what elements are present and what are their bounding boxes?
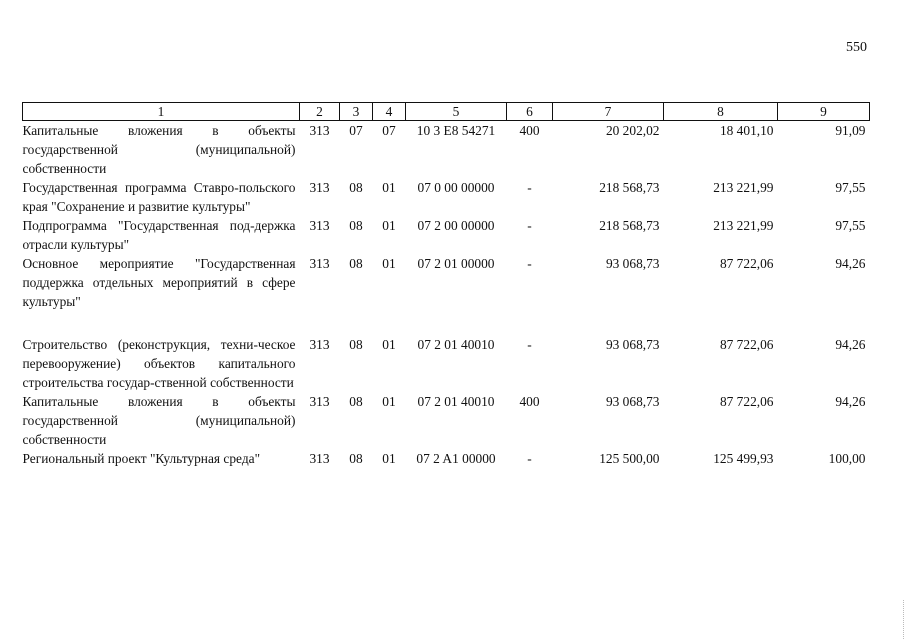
cell-c4: 01 [382, 218, 396, 233]
row-name: Региональный проект "Культурная среда" [22, 451, 261, 466]
cell-c2: 313 [309, 180, 330, 195]
row-name: Основное мероприятие "Государственная поддержка отдельных мероприятий в сфере культуры" [22, 256, 296, 309]
page-number: 550 [846, 40, 867, 55]
cell-c8: 213 221,99 [713, 180, 774, 195]
col-header-8: 8 [664, 103, 778, 121]
cell-c4: 01 [382, 337, 396, 352]
cell-c8: 213 221,99 [713, 218, 774, 233]
cell-c5: 07 2 01 40010 [417, 337, 495, 352]
col-header-9: 9 [778, 103, 870, 121]
cell-c7: 93 068,73 [605, 394, 660, 409]
cell-c4: 01 [382, 180, 396, 195]
cell-c2: 313 [309, 451, 330, 466]
table-row [23, 178, 870, 216]
cell-c6: - [527, 180, 532, 195]
cell-c5: 07 2 01 00000 [417, 256, 495, 271]
row-name: Капитальные вложения в объекты государственной (муниципальной) собственности [22, 394, 296, 447]
table-row [23, 121, 870, 179]
cell-c3: 08 [349, 218, 363, 233]
row-name: Капитальные вложения в объекты государственной (муниципальной) собственности [22, 123, 296, 176]
budget-table [22, 102, 870, 468]
cell-c8: 87 722,06 [719, 337, 774, 352]
cell-c9: 94,26 [835, 394, 866, 409]
blank-row [23, 311, 870, 335]
col-header-7: 7 [553, 103, 664, 121]
cell-c8: 87 722,06 [719, 256, 774, 271]
cell-c4: 01 [382, 451, 396, 466]
cell-c5: 07 0 00 00000 [417, 180, 495, 195]
cell-c2: 313 [309, 394, 330, 409]
cell-c4: 07 [382, 123, 396, 138]
cell-c5: 07 2 00 00000 [417, 218, 495, 233]
col-header-2: 2 [300, 103, 340, 121]
row-name: Государственная программа Ставро-польского края "Сохранение и развитие культуры" [22, 180, 296, 214]
cell-c2: 313 [309, 218, 330, 233]
table-row [23, 335, 870, 392]
cell-c7: 20 202,02 [605, 123, 660, 138]
cell-c6: 400 [519, 123, 540, 138]
cell-c7: 93 068,73 [605, 337, 660, 352]
cell-c6: 400 [519, 394, 540, 409]
col-header-6: 6 [507, 103, 553, 121]
cell-c8: 87 722,06 [719, 394, 774, 409]
cell-c3: 08 [349, 256, 363, 271]
cell-c5: 07 2 A1 00000 [416, 451, 496, 466]
header-row [23, 103, 870, 121]
cell-c3: 08 [349, 180, 363, 195]
cell-c2: 313 [309, 337, 330, 352]
cell-c8: 18 401,10 [719, 123, 774, 138]
row-name: Строительство (реконструкция, техни-ческое перевооружение) объектов капитального строительства государ-ственной собственности [22, 337, 296, 390]
cell-c9: 97,55 [835, 218, 866, 233]
cell-c2: 313 [309, 256, 330, 271]
cell-c9: 100,00 [828, 451, 866, 466]
row-name: Подпрограмма "Государственная под-держка отрасли культуры" [22, 218, 296, 252]
table-row [23, 216, 870, 254]
cell-c5: 07 2 01 40010 [417, 394, 495, 409]
table-row [23, 449, 870, 468]
cell-c6: - [527, 256, 532, 271]
cell-c7: 93 068,73 [605, 256, 660, 271]
cell-c7: 218 568,73 [599, 180, 660, 195]
cell-c2: 313 [309, 123, 330, 138]
cell-c4: 01 [382, 394, 396, 409]
cell-c3: 08 [349, 337, 363, 352]
cell-c7: 125 500,00 [599, 451, 660, 466]
cell-c9: 97,55 [835, 180, 866, 195]
cell-c5: 10 3 E8 54271 [416, 123, 496, 138]
cell-c3: 08 [349, 394, 363, 409]
table-row [23, 254, 870, 311]
cell-c4: 01 [382, 256, 396, 271]
col-header-4: 4 [373, 103, 406, 121]
blank-cell [23, 311, 870, 335]
cell-c9: 94,26 [835, 256, 866, 271]
cell-c8: 125 499,93 [713, 451, 774, 466]
col-header-5: 5 [406, 103, 507, 121]
cell-c6: - [527, 218, 532, 233]
cell-c7: 218 568,73 [599, 218, 660, 233]
col-header-3: 3 [340, 103, 373, 121]
cell-c6: - [527, 451, 532, 466]
cell-c3: 07 [349, 123, 363, 138]
cell-c6: - [527, 337, 532, 352]
col-header-1: 1 [23, 103, 300, 121]
cell-c9: 91,09 [835, 123, 866, 138]
cell-c9: 94,26 [835, 337, 866, 352]
table-row [23, 392, 870, 449]
cell-c3: 08 [349, 451, 363, 466]
